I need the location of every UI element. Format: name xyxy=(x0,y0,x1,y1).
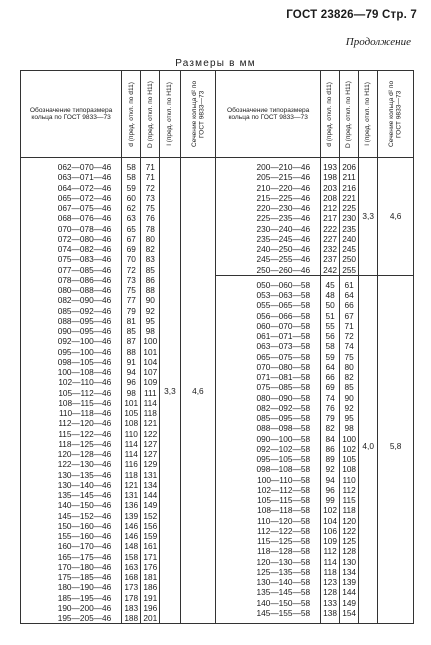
D-value-cell: 71 xyxy=(145,172,155,183)
d-value-cell: 212 xyxy=(323,203,337,213)
d-value-cell: 222 xyxy=(323,223,337,234)
D-value-cell: 131 xyxy=(143,469,158,480)
d-value-cell: 131 xyxy=(124,490,139,500)
D-value-cell: 154 xyxy=(342,607,357,618)
d-value-cell: 203 xyxy=(323,182,337,193)
D-value-cell: 83 xyxy=(145,254,155,265)
d-value-cell: 56 xyxy=(325,331,335,341)
designation-cell: 190—200—46 xyxy=(57,602,112,613)
D-value-cell: 230 xyxy=(342,213,357,224)
d-value-cell: 69 xyxy=(325,382,335,393)
header-section-right: Сечение кольца d² по ГОСТ 9833—73 xyxy=(378,71,414,158)
d-value-cell: 66 xyxy=(325,372,335,382)
right-lower-block-divider xyxy=(216,275,320,618)
designation-cell: 075—085—58 xyxy=(256,382,311,393)
D-value-cell: 72 xyxy=(344,331,354,341)
designation-cell: 082—090—46 xyxy=(57,295,112,306)
designation-cell: 195—205—46 xyxy=(57,613,112,623)
designation-cell: 060—070—58 xyxy=(256,320,311,331)
designation-cell: 102—110—46 xyxy=(58,377,112,388)
d-value-cell: 193 xyxy=(323,162,337,172)
right-d-column xyxy=(321,158,340,624)
D-value-cell: 78 xyxy=(145,223,155,234)
D-value-cell: 71 xyxy=(344,320,354,331)
D-value-cell: 92 xyxy=(344,402,354,413)
designation-cell: 055—065—58 xyxy=(256,300,311,311)
header-designation-right: Обозначение типоразмера кольца по ГОСТ 9833—73 xyxy=(216,71,321,158)
D-value-cell: 118 xyxy=(342,505,356,516)
D-value-cell: 225 xyxy=(342,203,357,213)
designation-cell: 068—076—46 xyxy=(57,213,112,224)
D-value-cell: 130 xyxy=(342,556,357,567)
d-value-cell: 88 xyxy=(126,346,136,357)
designation-cell: 095—105—58 xyxy=(256,454,311,464)
d-value-cell: 58 xyxy=(126,172,136,183)
D-value-cell: 73 xyxy=(145,192,155,203)
designation-cell: 135—145—58 xyxy=(256,587,311,598)
d-value-cell: 237 xyxy=(323,254,337,265)
designation-cell: 135—145—46 xyxy=(57,490,112,500)
d-value-cell: 163 xyxy=(124,561,139,572)
d-value-cell: 105 xyxy=(124,408,139,418)
designation-cell: 070—080—58 xyxy=(256,361,311,372)
d-value-cell: 60 xyxy=(126,192,136,203)
designation-cell: 108—115—46 xyxy=(58,397,112,408)
right-l-column xyxy=(359,158,378,624)
D-value-cell: 67 xyxy=(344,310,354,321)
d-value-cell: 106 xyxy=(323,525,337,536)
table-header-row xyxy=(21,71,414,158)
designation-cell: 071—081—58 xyxy=(256,372,311,382)
designation-cell: 088—095—46 xyxy=(57,315,112,326)
designation-cell: 130—140—46 xyxy=(57,479,112,490)
right-top-l-cell: 3,3 xyxy=(362,211,374,222)
designation-cell: 085—092—46 xyxy=(57,305,112,316)
designation-cell: 090—095—46 xyxy=(57,326,112,336)
designation-cell: 220—230—46 xyxy=(256,203,311,213)
D-value-cell: 112 xyxy=(342,484,356,495)
right-designation-column xyxy=(216,158,321,624)
designation-cell: 150—160—46 xyxy=(57,520,112,531)
designation-cell: 092—100—46 xyxy=(57,336,112,347)
d-value-cell: 86 xyxy=(325,443,335,454)
designation-cell: 085—095—58 xyxy=(256,413,311,423)
designation-cell: 061—071—58 xyxy=(256,331,311,341)
d-value-cell: 96 xyxy=(325,484,335,495)
designation-cell: 145—152—46 xyxy=(57,510,112,521)
D-value-cell: 82 xyxy=(145,244,155,254)
d-value-cell: 146 xyxy=(124,531,139,541)
d-value-cell: 198 xyxy=(323,172,337,183)
designation-cell: 120—128—46 xyxy=(57,449,112,459)
designation-cell: 105—112—46 xyxy=(58,387,112,398)
D-value-cell: 211 xyxy=(342,172,356,183)
D-value-cell: 144 xyxy=(143,490,158,500)
D-value-cell: 255 xyxy=(342,264,357,275)
D-value-cell: 80 xyxy=(145,233,155,244)
d-value-cell: 48 xyxy=(325,290,335,300)
D-value-cell: 115 xyxy=(342,495,356,505)
D-value-cell: 66 xyxy=(344,300,354,311)
D-value-cell: 186 xyxy=(143,582,158,593)
right-bottom-l-cell: 4,0 xyxy=(359,275,377,617)
d-value-cell: 67 xyxy=(126,233,136,244)
designation-cell: 102—112—58 xyxy=(257,484,311,495)
D-value-cell: 122 xyxy=(143,428,158,439)
D-value-cell: 109 xyxy=(143,377,158,388)
d-value-cell: 64 xyxy=(325,361,335,372)
designation-cell: 108—118—58 xyxy=(257,505,311,516)
D-value-cell: 98 xyxy=(145,326,155,336)
d-value-cell: 136 xyxy=(124,500,139,511)
designation-cell: 056—066—58 xyxy=(256,310,311,321)
table-body-row xyxy=(21,158,414,624)
D-value-cell: 85 xyxy=(344,382,354,393)
right-bottom-section-cell: 5,8 xyxy=(378,275,413,617)
D-value-cell: 149 xyxy=(143,500,158,511)
d-value-cell: 92 xyxy=(325,464,335,475)
designation-cell: 065—072—46 xyxy=(57,192,112,203)
d-value-cell: 118 xyxy=(124,469,138,480)
designation-cell: 098—105—46 xyxy=(57,356,112,367)
D-value-cell: 71 xyxy=(145,162,155,172)
designation-cell: 064—072—46 xyxy=(57,182,112,193)
d-value-cell: 123 xyxy=(323,577,337,587)
D-value-cell: 129 xyxy=(143,459,158,470)
D-value-cell: 76 xyxy=(145,213,155,224)
right-top-section-cell: 4,6 xyxy=(389,211,402,222)
d-value-cell: 91 xyxy=(126,356,136,367)
D-value-cell: 127 xyxy=(143,438,158,449)
designation-cell: 118—128—58 xyxy=(257,546,311,557)
D-value-cell: 221 xyxy=(342,192,357,203)
d-value-cell: 51 xyxy=(325,310,335,321)
designation-cell: 095—100—46 xyxy=(57,346,112,357)
d-value-cell: 98 xyxy=(126,387,136,398)
d-value-cell: 62 xyxy=(126,203,136,213)
d-value-cell: 102 xyxy=(323,505,337,516)
designation-cell: 067—075—46 xyxy=(57,203,112,213)
designation-cell: 175—185—46 xyxy=(57,572,112,582)
designation-cell: 210—220—46 xyxy=(256,182,311,193)
header-l-left: l (пред. откл. по H11) xyxy=(160,71,180,158)
designation-cell: 062—070—46 xyxy=(57,162,112,172)
designation-cell: 170—180—46 xyxy=(57,561,112,572)
designation-cell: 074—082—46 xyxy=(57,244,112,254)
d-value-cell: 89 xyxy=(325,454,335,464)
d-value-cell: 70 xyxy=(126,254,136,265)
d-value-cell: 50 xyxy=(325,300,335,311)
D-value-cell: 139 xyxy=(342,577,357,587)
D-value-cell: 74 xyxy=(344,341,354,352)
d-value-cell: 96 xyxy=(126,377,136,388)
header-l-right: l (пред. откл. по H11) xyxy=(359,71,378,158)
left-l-cell: 3,3 xyxy=(160,158,180,624)
D-value-cell: 149 xyxy=(342,597,357,608)
d-value-cell: 168 xyxy=(124,572,139,582)
D-value-cell: 240 xyxy=(342,233,357,244)
section-title: Размеры в мм xyxy=(175,58,256,69)
continuation-note: Продолжение xyxy=(345,36,411,48)
D-value-cell: 105 xyxy=(342,454,357,464)
designation-cell: 200—210—46 xyxy=(256,162,311,172)
d-value-cell: 58 xyxy=(126,162,136,172)
d-value-cell: 77 xyxy=(126,295,136,306)
d-value-cell: 72 xyxy=(126,264,136,275)
designation-cell: 215—225—46 xyxy=(256,192,311,203)
d-value-cell: 148 xyxy=(124,541,139,552)
d-value-cell: 45 xyxy=(325,279,335,290)
d-value-cell: 84 xyxy=(325,433,335,444)
D-value-cell: 120 xyxy=(342,515,357,526)
D-value-cell: 90 xyxy=(145,295,155,306)
designation-cell: 080—088—46 xyxy=(57,285,112,295)
designation-cell: 050—060—58 xyxy=(256,279,311,290)
D-value-cell: 75 xyxy=(145,203,155,213)
designation-cell: 122—130—46 xyxy=(57,459,112,470)
D-value-cell: 98 xyxy=(344,423,354,434)
d-value-cell: 114 xyxy=(323,556,337,567)
d-value-cell: 59 xyxy=(325,351,335,362)
D-value-cell: 201 xyxy=(143,613,158,623)
D-value-cell: 64 xyxy=(344,290,354,300)
designation-cell: 098—108—58 xyxy=(256,464,311,475)
header-D-left: D (пред. откл. по H11) xyxy=(141,71,160,158)
D-value-cell: 88 xyxy=(145,285,155,295)
D-value-cell: 95 xyxy=(344,413,354,423)
header-d-right: d (пред. откл. по d11) xyxy=(321,71,340,158)
left-section-cell: 4,6 xyxy=(180,158,216,624)
designation-cell: 250—260—46 xyxy=(256,264,311,275)
designation-cell: 235—245—46 xyxy=(256,233,311,244)
D-value-cell: 111 xyxy=(143,387,157,398)
designation-cell: 077—085—46 xyxy=(57,264,112,275)
d-value-cell: 73 xyxy=(126,274,136,285)
D-value-cell: 122 xyxy=(342,525,357,536)
designation-cell: 092—102—58 xyxy=(256,443,311,454)
D-value-cell: 125 xyxy=(342,536,357,546)
D-value-cell: 107 xyxy=(143,367,158,377)
d-value-cell: 55 xyxy=(325,320,335,331)
designation-cell: 100—110—58 xyxy=(257,474,311,485)
D-value-cell: 90 xyxy=(344,392,354,403)
designation-cell: 090—100—58 xyxy=(256,433,311,444)
designation-cell: 140—150—58 xyxy=(256,597,311,608)
designation-cell: 105—115—58 xyxy=(257,495,311,505)
d-value-cell: 116 xyxy=(124,459,138,470)
d-value-cell: 114 xyxy=(124,449,138,459)
d-value-cell: 104 xyxy=(323,515,337,526)
D-value-cell: 100 xyxy=(342,433,357,444)
D-value-cell: 250 xyxy=(342,254,357,265)
designation-cell: 112—120—46 xyxy=(58,418,112,429)
d-value-cell: 139 xyxy=(124,510,139,521)
d-value-cell: 63 xyxy=(126,213,136,224)
d-value-cell: 109 xyxy=(323,536,337,546)
d-value-cell: 188 xyxy=(124,613,139,623)
d-value-cell: 74 xyxy=(325,392,335,403)
d-value-cell: 99 xyxy=(325,495,335,505)
designation-cell: 080—090—58 xyxy=(256,392,311,403)
D-value-cell: 134 xyxy=(143,479,158,490)
d-value-cell: 118 xyxy=(323,566,337,577)
d-value-cell: 101 xyxy=(124,397,139,408)
D-value-cell: 100 xyxy=(143,336,158,347)
designation-cell: 230—240—46 xyxy=(256,223,311,234)
d-value-cell: 133 xyxy=(323,597,337,608)
d-value-cell: 85 xyxy=(126,326,136,336)
d-value-cell: 65 xyxy=(126,223,136,234)
designation-cell: 075—083—46 xyxy=(57,254,112,265)
D-value-cell: 108 xyxy=(342,464,357,475)
D-value-cell: 80 xyxy=(344,361,354,372)
header-section-left: Сечение кольца d² по ГОСТ 9833—73 xyxy=(180,71,216,158)
designation-cell: 240—250—46 xyxy=(256,244,311,254)
D-value-cell: 102 xyxy=(342,443,357,454)
d-value-cell: 183 xyxy=(124,602,139,613)
D-value-cell: 191 xyxy=(143,592,158,603)
d-value-cell: 227 xyxy=(323,233,337,244)
d-value-cell: 158 xyxy=(124,551,139,562)
D-value-cell: 72 xyxy=(145,182,155,193)
d-value-cell: 121 xyxy=(124,479,139,490)
designation-cell: 065—075—58 xyxy=(256,351,311,362)
designation-cell: 070—078—46 xyxy=(57,223,112,234)
D-value-cell: 206 xyxy=(342,162,357,172)
d-value-cell: 232 xyxy=(323,244,337,254)
D-value-cell: 114 xyxy=(143,397,157,408)
D-value-cell: 176 xyxy=(143,561,158,572)
d-value-cell: 81 xyxy=(126,315,136,326)
D-value-cell: 128 xyxy=(342,546,357,557)
D-value-cell: 95 xyxy=(145,315,155,326)
designation-cell: 115—122—46 xyxy=(58,428,112,439)
designation-cell: 088—098—58 xyxy=(256,423,311,434)
D-value-cell: 110 xyxy=(342,474,356,485)
D-value-cell: 134 xyxy=(342,566,357,577)
left-d-column xyxy=(122,158,141,624)
D-value-cell: 171 xyxy=(143,551,158,562)
D-value-cell: 85 xyxy=(145,264,155,275)
right-D-column xyxy=(340,158,359,624)
designation-cell: 078—086—46 xyxy=(57,274,112,285)
D-value-cell: 75 xyxy=(344,351,354,362)
d-value-cell: 114 xyxy=(124,438,138,449)
D-value-cell: 181 xyxy=(143,572,158,582)
designation-cell: 072—080—46 xyxy=(57,233,112,244)
d-value-cell: 108 xyxy=(124,418,139,429)
designation-cell: 082—092—58 xyxy=(256,402,311,413)
designation-cell: 110—118—46 xyxy=(58,408,112,418)
dimensions-table xyxy=(20,70,414,624)
D-value-cell: 235 xyxy=(342,223,357,234)
D-value-cell: 216 xyxy=(342,182,357,193)
D-value-cell: 104 xyxy=(143,356,158,367)
header-designation-left: Обозначение типоразмера кольца по ГОСТ 9833—73 xyxy=(21,71,122,158)
header-D-right: D (пред. откл. по H11) xyxy=(340,71,359,158)
D-value-cell: 86 xyxy=(145,274,155,285)
designation-cell: 125—135—58 xyxy=(256,566,311,577)
designation-cell: 185—195—46 xyxy=(57,592,112,603)
d-value-cell: 146 xyxy=(124,520,139,531)
d-value-cell: 82 xyxy=(325,423,335,434)
D-value-cell: 82 xyxy=(344,372,354,382)
designation-cell: 063—073—58 xyxy=(256,341,311,352)
d-value-cell: 138 xyxy=(323,607,337,618)
designation-cell: 160—170—46 xyxy=(57,541,112,552)
D-value-cell: 144 xyxy=(342,587,357,598)
D-value-cell: 92 xyxy=(145,305,155,316)
d-value-cell: 76 xyxy=(325,402,335,413)
designation-cell: 140—150—46 xyxy=(57,500,112,511)
designation-cell: 165—175—46 xyxy=(57,551,112,562)
d-value-cell: 110 xyxy=(124,428,138,439)
D-value-cell: 121 xyxy=(143,418,158,429)
d-value-cell: 242 xyxy=(323,264,337,275)
d-value-cell: 59 xyxy=(126,182,136,193)
designation-cell: 205—215—46 xyxy=(256,172,311,183)
D-value-cell: 159 xyxy=(143,531,158,541)
d-value-cell: 94 xyxy=(325,474,335,485)
designation-cell: 053—063—58 xyxy=(256,290,311,300)
d-value-cell: 217 xyxy=(323,213,337,224)
d-value-cell: 178 xyxy=(124,592,139,603)
left-D-column xyxy=(141,158,160,624)
designation-cell: 225—235—46 xyxy=(256,213,311,224)
D-value-cell: 101 xyxy=(143,346,158,357)
D-value-cell: 156 xyxy=(143,520,158,531)
d-value-cell: 69 xyxy=(126,244,136,254)
designation-cell: 155—160—46 xyxy=(57,531,112,541)
D-value-cell: 61 xyxy=(344,279,354,290)
d-value-cell: 94 xyxy=(126,367,136,377)
designation-cell: 120—130—58 xyxy=(256,556,311,567)
designation-cell: 100—108—46 xyxy=(57,367,112,377)
d-value-cell: 79 xyxy=(126,305,136,316)
d-value-cell: 128 xyxy=(323,587,337,598)
right-section-column xyxy=(378,158,414,624)
header-d-left: d (пред. откл. по d11) xyxy=(122,71,141,158)
designation-cell: 063—071—46 xyxy=(57,172,112,183)
d-value-cell: 75 xyxy=(126,285,136,295)
left-designation-column xyxy=(21,158,122,624)
designation-cell: 130—140—58 xyxy=(256,577,311,587)
d-value-cell: 87 xyxy=(126,336,136,347)
designation-cell: 245—255—46 xyxy=(256,254,311,265)
designation-cell: 180—190—46 xyxy=(57,582,112,593)
D-value-cell: 152 xyxy=(143,510,158,521)
D-value-cell: 245 xyxy=(342,244,357,254)
designation-cell: 115—125—58 xyxy=(257,536,311,546)
D-value-cell: 196 xyxy=(143,602,158,613)
d-value-cell: 173 xyxy=(124,582,139,593)
d-value-cell: 58 xyxy=(325,341,335,352)
d-value-cell: 112 xyxy=(323,546,337,557)
designation-cell: 145—155—58 xyxy=(256,607,311,618)
document-header: ГОСТ 23826—79 Стр. 7 xyxy=(286,9,417,21)
d-value-cell: 208 xyxy=(323,192,337,203)
D-value-cell: 127 xyxy=(143,449,158,459)
designation-cell: 112—122—58 xyxy=(257,525,311,536)
designation-cell: 110—120—58 xyxy=(257,515,311,526)
designation-cell: 118—125—46 xyxy=(58,438,112,449)
designation-cell: 130—135—46 xyxy=(57,469,112,480)
D-value-cell: 161 xyxy=(143,541,158,552)
D-value-cell: 118 xyxy=(143,408,157,418)
d-value-cell: 79 xyxy=(325,413,335,423)
